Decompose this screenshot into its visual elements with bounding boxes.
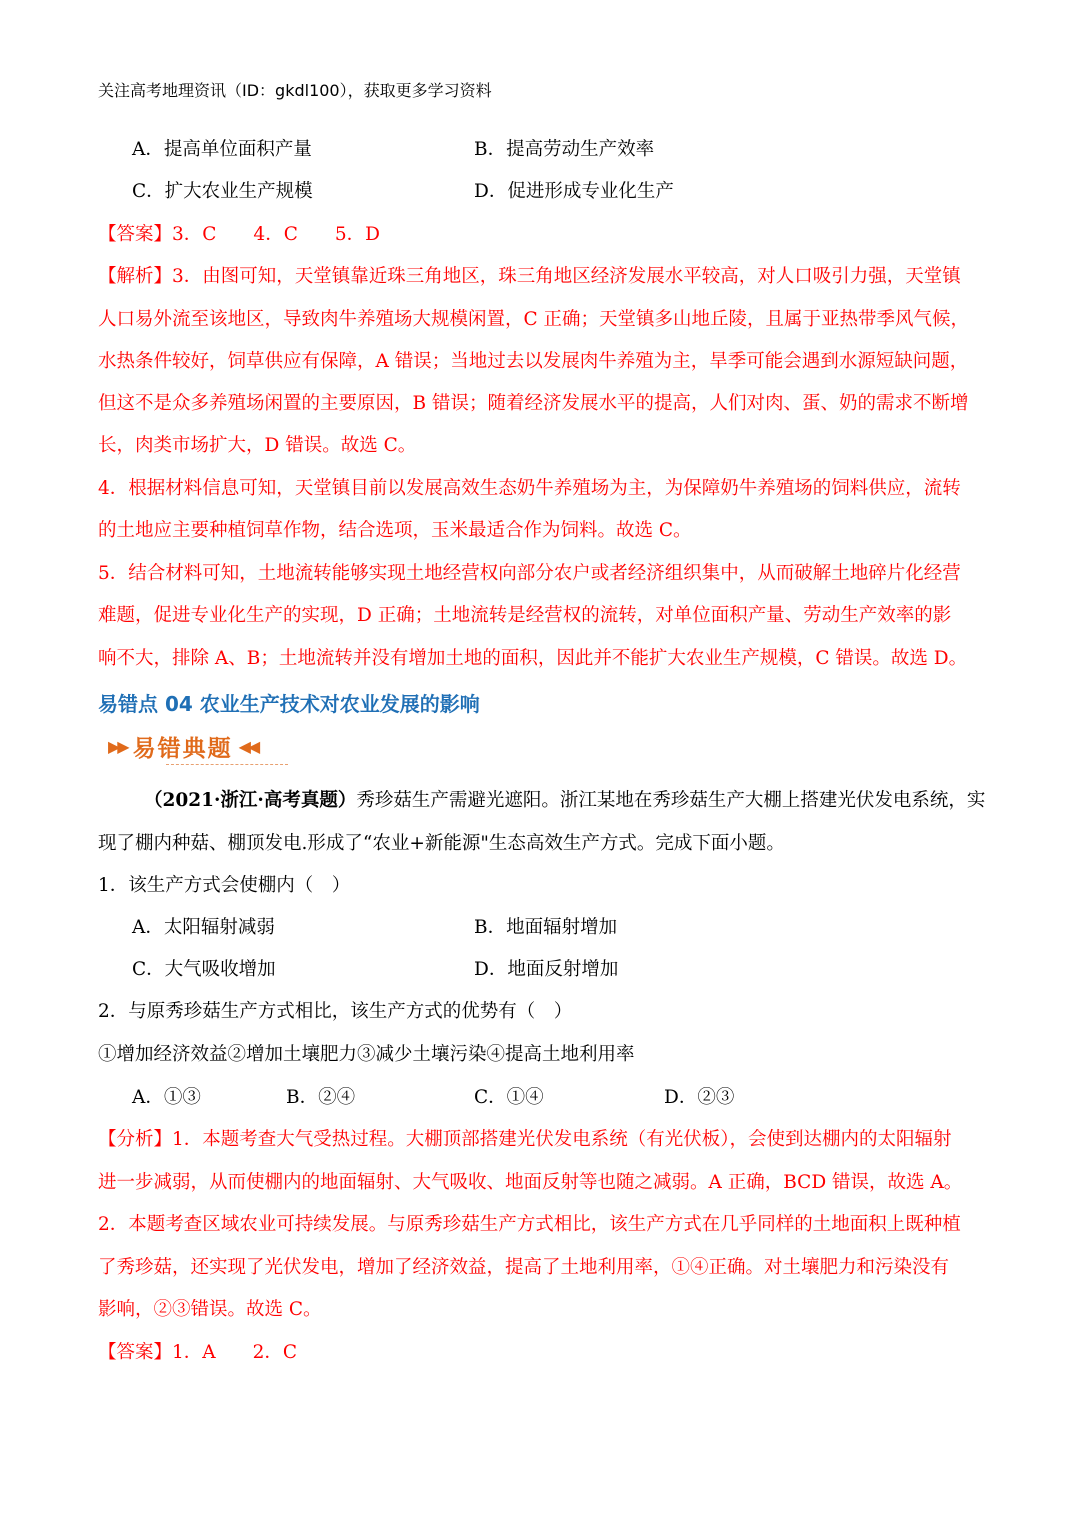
analysis-line: 【解析】3．由图可知，天堂镇靠近珠三角地区，珠三角地区经济发展水平较高，对人口吸引力强，天堂镇: [98, 266, 961, 287]
q2-option-d: D．②③: [664, 1087, 735, 1108]
q2-stem: 2．与原秀珍菇生产方式相比，该生产方式的优势有（ ）: [98, 1001, 573, 1022]
q5-option-d: D．促进形成专业化生产: [474, 181, 674, 202]
question-intro-line-1: [144, 788, 985, 814]
q1-option-c: C．大气吸收增加: [132, 959, 276, 980]
header-note: 关注高考地理资讯（ID：gkdl100），获取更多学习资料: [98, 81, 492, 100]
q1-option-b: B．地面辐射增加: [474, 917, 618, 938]
q5-option-b: B．提高劳动生产效率: [474, 139, 655, 160]
analysis-line: 【分析】1．本题考查大气受热过程。大棚顶部搭建光伏发电系统（有光伏板），会使到达棚内的太阳辐射: [98, 1129, 952, 1150]
analysis-line: 2．本题考查区域农业可持续发展。与原秀珍菇生产方式相比，该生产方式在几乎同样的土地面积上既种植: [98, 1214, 961, 1235]
q5-option-a: A．提高单位面积产量: [132, 139, 312, 160]
analysis-line: 但这不是众多养殖场闲置的主要原因，B 错误；随着经济发展水平的提高，人们对肉、蛋、奶的需求不断增: [98, 393, 969, 414]
q2-items: ①增加经济效益②增加土壤肥力③减少土壤污染④提高土地利用率: [98, 1044, 635, 1065]
analysis-line: 4．根据材料信息可知，天堂镇目前以发展高效生态奶牛养殖场为主，为保障奶牛养殖场的饲料供应，流转: [98, 478, 961, 499]
q1-option-a: A．太阳辐射减弱: [132, 917, 275, 938]
analysis-line: 进一步减弱，从而使棚内的地面辐射、大气吸收、地面反射等也随之减弱。A 正确，BCD 错误，故选 A。: [98, 1172, 963, 1193]
q5-option-c: C．扩大农业生产规模: [132, 181, 313, 202]
badge-label: 易错典题: [132, 735, 233, 762]
analysis-line: 5．结合材料可知，土地流转能够实现土地经营权向部分农户或者经济组织集中，从而破解土地碎片化经营: [98, 563, 961, 584]
badge-divider: [166, 764, 288, 765]
answer-block-1: 【答案】3．C 4．C 5．D: [98, 224, 380, 245]
double-arrow-right-icon: ▶▶: [108, 736, 127, 756]
analysis-line: 了秀珍菇，还实现了光伏发电，增加了经济效益，提高了土地利用率，①④正确。对土壤肥力和污染没有: [98, 1257, 950, 1278]
double-arrow-left-icon: ◀◀: [238, 736, 258, 756]
answer-block-2: 【答案】1．A 2．C: [98, 1342, 298, 1363]
q1-option-d: D．地面反射增加: [474, 959, 619, 980]
q2-option-b: B．②④: [286, 1087, 356, 1108]
question-intro-line-2: 现了棚内种菇、棚顶发电.形成了“农业+新能源"生态高效生产方式。完成下面小题。: [98, 833, 785, 854]
analysis-line: 人口易外流至该地区，导致肉牛养殖场大规模闲置，C 正确；天堂镇多山地丘陵，且属于亚热带季风气候，: [98, 309, 970, 330]
badge: [108, 726, 257, 766]
question-intro-text: 秀珍菇生产需避光遮阳。浙江某地在秀珍菇生产大棚上搭建光伏发电系统，实: [356, 790, 986, 811]
analysis-line: 水热条件较好，饲草供应有保障，A 错误；当地过去以发展肉牛养殖为主，旱季可能会遇到水源短缺问题，: [98, 351, 969, 372]
q1-stem: 1．该生产方式会使棚内（ ）: [98, 875, 351, 896]
analysis-line: 影响，②③错误。故选 C。: [98, 1299, 322, 1320]
analysis-line: 的土地应主要种植饲草作物，结合选项，玉米最适合作为饲料。故选 C。: [98, 520, 692, 541]
q2-option-c: C．①④: [474, 1087, 544, 1108]
section-title: 易错点 04 农业生产技术对农业发展的影响: [98, 692, 480, 716]
analysis-line: 响不大，排除 A、B；土地流转并没有增加土地的面积，因此并不能扩大农业生产规模，C 错误。故选 D。: [98, 648, 968, 669]
q2-option-a: A．①③: [132, 1087, 201, 1108]
analysis-line: 难题，促进专业化生产的实现，D 正确；土地流转是经营权的流转，对单位面积产量、劳动生产效率的影: [98, 605, 952, 626]
analysis-line: 长，肉类市场扩大，D 错误。故选 C。: [98, 435, 417, 456]
question-source: （2021·浙江·高考真题）: [144, 790, 357, 811]
